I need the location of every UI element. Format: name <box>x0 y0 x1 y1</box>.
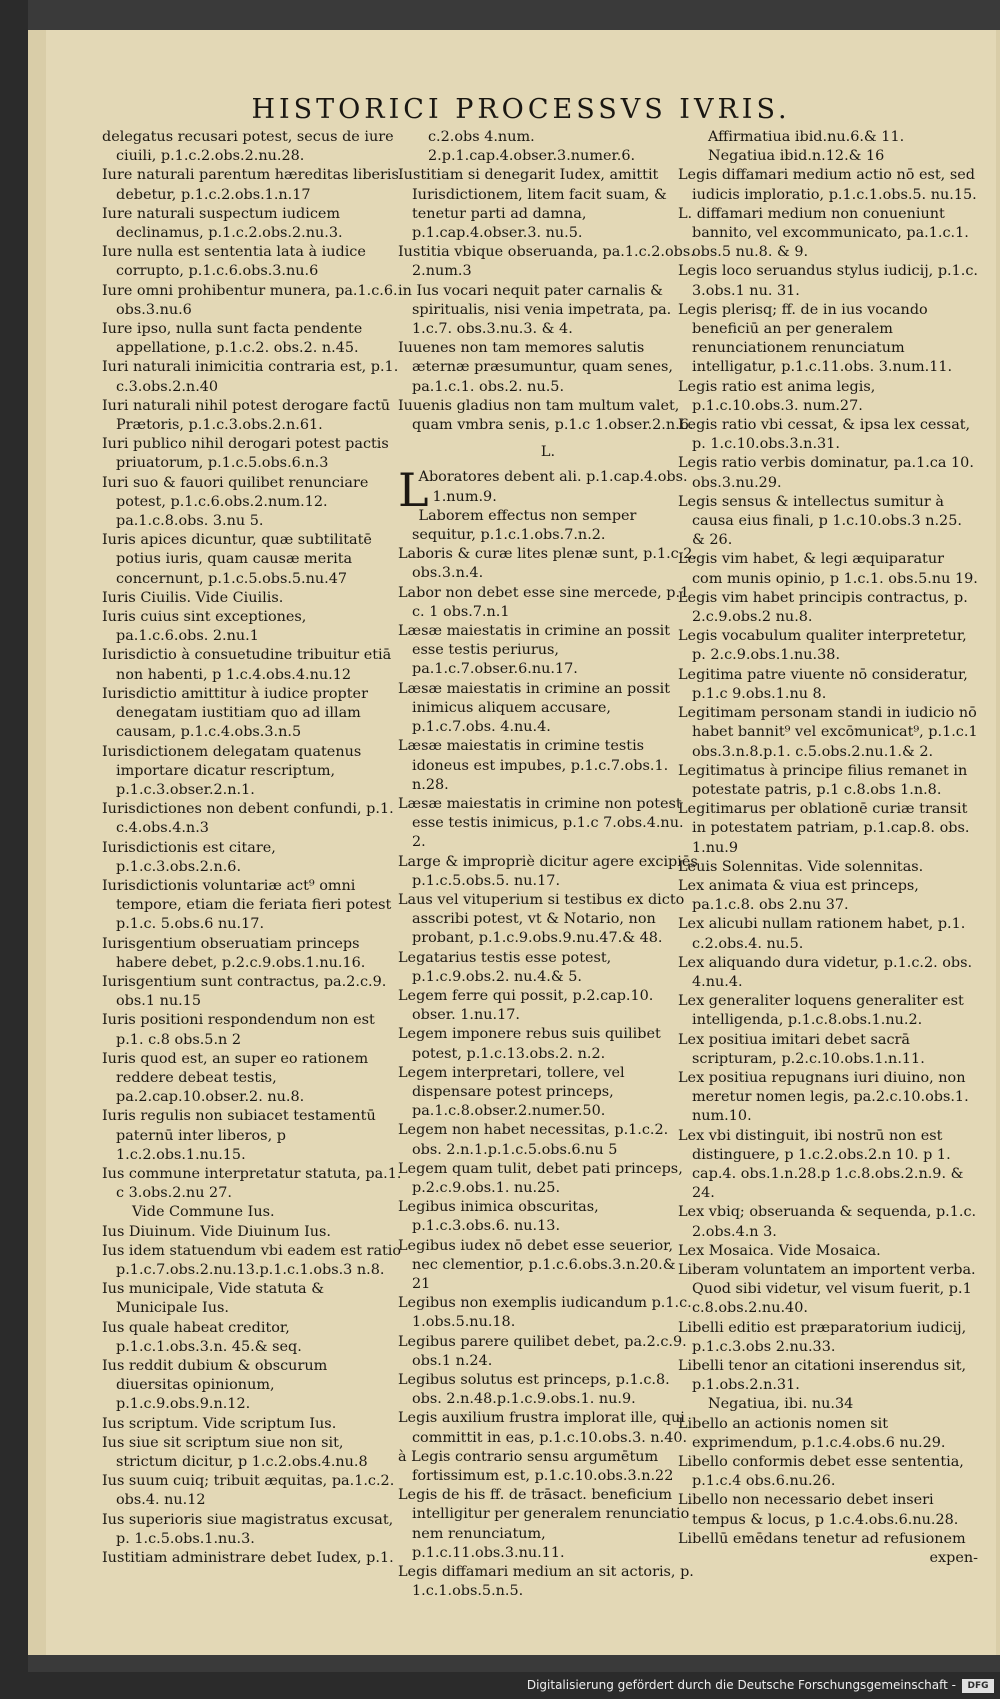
index-entry: Iuri publico nihil derogari potest pactis priuatorum, p.1.c.5.obs.6.n.3 <box>102 436 389 472</box>
index-entry: Libelli tenor an citationi inserendus sit, p.1.obs.2.n.31. <box>678 1358 967 1394</box>
index-entry: Legitimarus per oblationē curiæ transit in potestatem patriam, p.1.cap.8. obs. 1.nu.9 <box>678 801 970 856</box>
column-2-bottom <box>398 507 698 1602</box>
index-entry: Ius siue sit scriptum siue non sit, strictum dicitur, p 1.c.2.obs.4.nu.8 <box>102 1434 368 1471</box>
index-entry: Libelli editio est præparatorium iudicij, p.1.c.3.obs 2.nu.33. <box>678 1319 967 1355</box>
index-entry: Libello non necessario debet inseri tempus & locus, p 1.c.4.obs.6.nu.28. <box>678 1492 959 1528</box>
index-entry: Legis diffamari medium actio nō est, sed iudicis imploratio, p.1.c.1.obs.5. nu.15. <box>678 167 977 203</box>
index-entry: Large & impropriè dicitur agere excipiēs p.1.c.5.obs.5. nu.17. <box>398 853 698 889</box>
index-entry: Iuris positioni respondendum non est p.1. c.8 obs.5.n 2 <box>102 1012 375 1048</box>
dfg-logo: DFG <box>962 1679 994 1693</box>
index-cross-reference: Affirmatiua ibid.nu.6.& 11. <box>708 129 905 145</box>
index-entry: Lex vbiq; obseruanda & sequenda, p.1.c. 2.obs.4.n 3. <box>678 1204 977 1240</box>
index-entry: Libello conformis debet esse sententia, p.1.c.4 obs.6.nu.26. <box>678 1454 964 1490</box>
index-entry: Legem quam tulit, debet pati princeps, p.2.c.9.obs.1. nu.25. <box>398 1160 683 1196</box>
index-entry: Legem interpretari, tollere, vel dispensare potest princeps, pa.1.c.8.obser.2.numer.50. <box>398 1064 625 1120</box>
index-entry: Legis ratio vbi cessat, & ipsa lex cessat, p. 1.c.10.obs.3.n.31. <box>678 417 971 453</box>
index-entry: Legis auxilium frustra implorat ille, qui committit in eas, p.1.c.10.obs.3. n.40. <box>398 1410 688 1446</box>
catchword: expen- <box>929 1550 978 1567</box>
index-entry: L. diffamari medium non conueniunt bannito, vel excommunicato, pa.1.c.1. obs.5 nu.8. & 9. <box>678 205 969 261</box>
index-entry: Legis vim habet principis contractus, p. 2.c.9.obs.2 nu.8. <box>678 589 968 626</box>
index-cross-reference: Vide Commune Ius. <box>132 1204 275 1221</box>
index-entry: Iurisdictio amittitur à iudice propter denegatam iustitiam quo ad illam causam, p.1.c.4.obs.3.n.5 <box>102 685 368 741</box>
index-entry: Legibus iudex nō debet esse seuerior, nec clementior, p.1.c.6.obs.3.n.20.& 21 <box>398 1237 676 1292</box>
index-entry: Legis de his ff. de trāsact. beneficium intelligitur per generalem renunciatio nem renunciatum, p.1.c.11.obs.3.nu.11. <box>398 1487 690 1561</box>
index-entry: Lex aliquando dura videtur, p.1.c.2. obs. 4.nu.4. <box>678 954 973 990</box>
index-entry: Lex alicubi nullam rationem habet, p.1. c.2.obs.4. nu.5. <box>678 916 966 952</box>
index-entry: Læsæ maiestatis in crimine an possit inimicus aliquem accusare, p.1.c.7.obs. 4.nu.4. <box>398 680 671 736</box>
index-entry: Legis ratio est anima legis, p.1.c.10.obs.3. num.27. <box>678 378 876 414</box>
index-entry: Legis sensus & intellectus sumitur à causa eius finali, p 1.c.10.obs.3 n.25. & 26. <box>678 493 962 549</box>
index-entry: Iustitia vbique obseruanda, pa.1.c.2.obs. 2.num.3 <box>398 244 695 280</box>
index-entry: Iurisdictionis est citare, p.1.c.3.obs.2.n.6. <box>102 839 276 875</box>
index-entry: Læsæ maiestatis in crimine an possit esse testis periurus, pa.1.c.7.obser.6.nu.17. <box>398 623 671 678</box>
index-entry: Libellū emēdans tenetur ad refusionem <box>678 1530 966 1547</box>
index-entry: Iuri naturali inimicitia contraria est, p.1. c.3.obs.2.n.40 <box>102 359 399 395</box>
index-entry: Iuuenis gladius non tam multum valet, quam vmbra senis, p.1.c 1.obser.2.n.6. <box>398 397 694 434</box>
index-entry: Iurisgentium obseruatiam princeps habere debet, p.2.c.9.obs.1.nu.16. <box>102 935 366 971</box>
index-entry: Ius scriptum. Vide scriptum Ius. <box>102 1415 337 1432</box>
index-entry: Iurisdictionis voluntariæ act⁹ omni tempore, etiam die feriata fieri potest p.1.c. 5.obs.6 nu.17. <box>102 877 392 933</box>
running-header: HISTORICI PROCESSVS IVRIS. <box>251 94 791 125</box>
index-entry: Iuris cuius sint exceptiones, pa.1.c.6.obs. 2.nu.1 <box>102 609 307 645</box>
index-entry: Iuuenes non tam memores salutis æternæ præsumuntur, quam senes, pa.1.c.1. obs.2. nu.5. <box>398 340 673 395</box>
index-entry: Laboris & curæ lites plenæ sunt, p.1.c.2. obs.3.n.4. <box>398 546 698 582</box>
index-entry: Legem imponere rebus suis quilibet potest, p.1.c.13.obs.2. n.2. <box>398 1026 661 1062</box>
index-entry: à Legis contrario sensu argumētum fortissimum est, p.1.c.10.obs.3.n.22 <box>398 1448 674 1485</box>
index-cross-reference: Negatiua, ibi. nu.34 <box>708 1396 854 1413</box>
index-entry: Legibus solutus est princeps, p.1.c.8. obs. 2.n.48.p.1.c.9.obs.1. nu.9. <box>398 1372 670 1408</box>
index-entry: Legibus inimica obscuritas, p.1.c.3.obs.6. nu.13. <box>398 1199 599 1235</box>
index-entry: Iure naturali parentum hæreditas liberis debetur, p.1.c.2.obs.1.n.17 <box>102 167 399 203</box>
index-entry: Legis vocabulum qualiter interpretetur, p. 2.c.9.obs.1.nu.38. <box>678 628 967 664</box>
index-entry: Iurisdictiones non debent confundi, p.1. c.4.obs.4.n.3 <box>102 801 394 837</box>
index-entry: Ius reddit dubium & obscurum diuersitas opinionum, p.1.c.9.obs.9.n.12. <box>102 1358 328 1413</box>
index-entry: Legibus parere quilibet debet, pa.2.c.9. obs.1 n.24. <box>398 1333 687 1369</box>
section-first-entry <box>398 463 698 518</box>
index-entry: Iure ipso, nulla sunt facta pendente appellatione, p.1.c.2. obs.2. n.45. <box>102 321 363 357</box>
digitization-footer <box>0 1672 1000 1699</box>
index-entry: Legitima patre viuente nō consideratur, p.1.c 9.obs.1.nu 8. <box>678 666 968 702</box>
index-entry: Labor non debet esse sine mercede, p.1 c. 1 obs.7.n.1 <box>398 584 690 620</box>
scan-gutter <box>0 0 28 1699</box>
first-entry-text: Aboratores debent ali. p.1.cap.4.obs. 1.num.9. <box>418 469 688 505</box>
index-entry: Legis plerisq; ff. de in ius vocando beneficiū an per generalem renunciationem renunciatum intelligatur, p.1.c.11.obs. 3.num.11. <box>678 301 953 376</box>
page-scan <box>28 30 1000 1655</box>
index-entry: Læsæ maiestatis in crimine testis idoneus est impubes, p.1.c.7.obs.1. n.28. <box>398 738 669 793</box>
index-entry: Iustitiam si denegarit Iudex, amittit Iurisdictionem, litem facit suam, & tenetur parti ad damna, p.1.cap.4.obser.3. nu.5. <box>398 167 667 242</box>
index-entry: Lex positiua repugnans iuri diuino, non meretur nomen legis, pa.2.c.10.obs.1. num.10. <box>678 1069 969 1125</box>
index-column-2 <box>398 128 698 1601</box>
index-entry: Iurisgentium sunt contractus, pa.2.c.9. obs.1 nu.15 <box>102 973 387 1010</box>
index-entry: Ius municipale, Vide statuta & Municipale Ius. <box>102 1281 325 1317</box>
index-entry: Iuris quod est, an super eo rationem reddere debeat testis, pa.2.cap.10.obser.2. nu.8. <box>102 1050 369 1106</box>
index-entry: Lex vbi distinguit, ibi nostrū non est distinguere, p 1.c.2.obs.2.n 10. p 1. cap.4. obs.1.n.28.p 1.c.8.obs.2.n.9. & 24. <box>678 1127 964 1202</box>
index-entry: Legis loco seruandus stylus iudicij, p.1.c. 3.obs.1 nu. 31. <box>678 263 978 299</box>
index-entry: Iuris Ciuilis. Vide Ciuilis. <box>102 589 284 606</box>
column-3-entries <box>678 128 978 1549</box>
index-entry: Lex positiua imitari debet sacrā scripturam, p.2.c.10.obs.1.n.11. <box>678 1031 925 1067</box>
index-entry: Læsæ maiestatis in crimine non potest esse testis inimicus, p.1.c 7.obs.4.nu. 2. <box>398 795 684 851</box>
index-entry: Legis ratio verbis dominatur, pa.1.ca 10. obs.3.nu.29. <box>678 455 974 491</box>
index-entry: Iuri naturali nihil potest derogare factū Prætoris, p.1.c.3.obs.2.n.61. <box>102 397 391 434</box>
index-entry: Iuris regulis non subiacet testamentū paternū inter liberos, p 1.c.2.obs.1.nu.15. <box>102 1108 376 1163</box>
column-2-top <box>398 128 698 435</box>
index-entry: Ius Diuinum. Vide Diuinum Ius. <box>102 1223 331 1240</box>
index-entry: Legis vim habet, & legi æquiparatur com munis opinio, p 1.c.1. obs.5.nu 19. <box>678 551 978 587</box>
index-entry: Iurisdictio à consuetudine tribuitur etiā non habenti, p 1.c.4.obs.4.nu.12 <box>102 647 392 683</box>
index-entry: Ius suum cuiq; tribuit æquitas, pa.1.c.2. obs.4. nu.12 <box>102 1473 395 1509</box>
index-entry: Liberam voluntatem an importent verba. Quod sibi videtur, vel visum fuerit, p.1 c.8.obs.2.nu.40. <box>678 1261 976 1317</box>
index-entry: Ius quale habeat creditor, p.1.c.1.obs.3.n. 45.& seq. <box>102 1319 302 1355</box>
paper <box>46 30 996 1655</box>
index-entry: Ius superioris siue magistratus excusat, p. 1.c.5.obs.1.nu.3. <box>102 1511 394 1547</box>
index-entry: Laus vel vituperium si testibus ex dicto asscribi potest, vt & Notario, non probant, p.1.c.9.obs.9.nu.47.& 48. <box>398 891 685 947</box>
section-letter: L. <box>540 444 556 461</box>
index-column-3 <box>678 128 978 1568</box>
index-entry: Leuis Solennitas. Vide solennitas. <box>678 858 924 875</box>
index-entry: Legis diffamari medium an sit actoris, p. 1.c.1.obs.5.n.5. <box>398 1564 694 1600</box>
index-entry: Iure omni prohibentur munera, pa.1.c.6. obs.3.nu.6 <box>102 282 398 318</box>
index-entry: Legem non habet necessitas, p.1.c.2. obs. 2.n.1.p.1.c.5.obs.6.nu 5 <box>398 1122 669 1158</box>
footer-text: Digitalisierung gefördert durch die Deutsche Forschungsgemeinschaft - <box>526 1678 956 1692</box>
index-entry: Lex Mosaica. Vide Mosaica. <box>678 1242 881 1259</box>
index-entry: Legibus non exemplis iudicandum p.1.c. 1.obs.5.nu.18. <box>398 1295 692 1331</box>
index-entry: Legem ferre qui possit, p.2.cap.10. obser. 1.nu.17. <box>398 987 654 1024</box>
index-entry: Laborem effectus non semper sequitur, p.1.c.1.obs.7.n.2. <box>412 507 637 544</box>
drop-cap: L <box>398 463 429 518</box>
index-entry: Lex animata & viua est princeps, pa.1.c.8. obs 2.nu 37. <box>678 877 919 914</box>
index-entry: in Ius vocari nequit pater carnalis & spiritualis, nisi venia impetrata, pa. 1.c.7. obs.3.nu.3. & 4. <box>398 282 672 338</box>
index-entry: Lex generaliter loquens generaliter est intelligenda, p.1.c.8.obs.1.nu.2. <box>678 993 964 1029</box>
index-entry: Legitimatus à principe filius remanet in potestate patris, p.1 c.8.obs 1.n.8. <box>678 762 968 798</box>
index-entry: Iurisdictionem delegatam quatenus importare dicatur rescriptum, p.1.c.3.obser.2.n.1. <box>102 743 362 798</box>
index-entry: Iustitiam administrare debet Iudex, p.1. <box>102 1550 394 1567</box>
index-cross-reference: c.2.obs 4.num. 2.p.1.cap.4.obser.3.numer.6. <box>428 129 636 165</box>
index-entry: Iure naturali suspectum iudicem declinamus, p.1.c.2.obs.2.nu.3. <box>102 205 343 242</box>
index-cross-reference: Negatiua ibid.n.12.& 16 <box>708 148 885 165</box>
index-entry: Ius commune interpretatur statuta, pa.1. c 3.obs.2.nu 27. <box>102 1165 402 1202</box>
index-entry: Legitimam personam standi in iudicio nō habet bannit⁹ vel excōmunicat⁹, p.1.c.1 obs.3.n.8.p.1. c.5.obs.2.nu.1.& 2. <box>678 705 978 760</box>
index-entry: Libello an actionis nomen sit exprimendum, p.1.c.4.obs.6 nu.29. <box>678 1415 946 1451</box>
index-entry: delegatus recusari potest, secus de iure ciuili, p.1.c.2.obs.2.nu.28. <box>102 129 394 165</box>
index-column-1 <box>102 128 402 1568</box>
index-entry: Iure nulla est sententia lata à iudice corrupto, p.1.c.6.obs.3.nu.6 <box>102 244 366 280</box>
index-entry: Ius idem statuendum vbi eadem est ratio p.1.c.7.obs.2.nu.13.p.1.c.1.obs.3 n.8. <box>102 1242 402 1278</box>
index-entry: Legatarius testis esse potest, p.1.c.9.obs.2. nu.4.& 5. <box>398 949 612 985</box>
index-entry: Iuris apices dicuntur, quæ subtilitatē potius iuris, quam causæ merita concernunt, p.1.c.5.obs.5.nu.47 <box>102 532 372 587</box>
index-entry: Iuri suo & fauori quilibet renunciare potest, p.1.c.6.obs.2.num.12. pa.1.c.8.obs. 3.nu 5. <box>102 474 369 530</box>
